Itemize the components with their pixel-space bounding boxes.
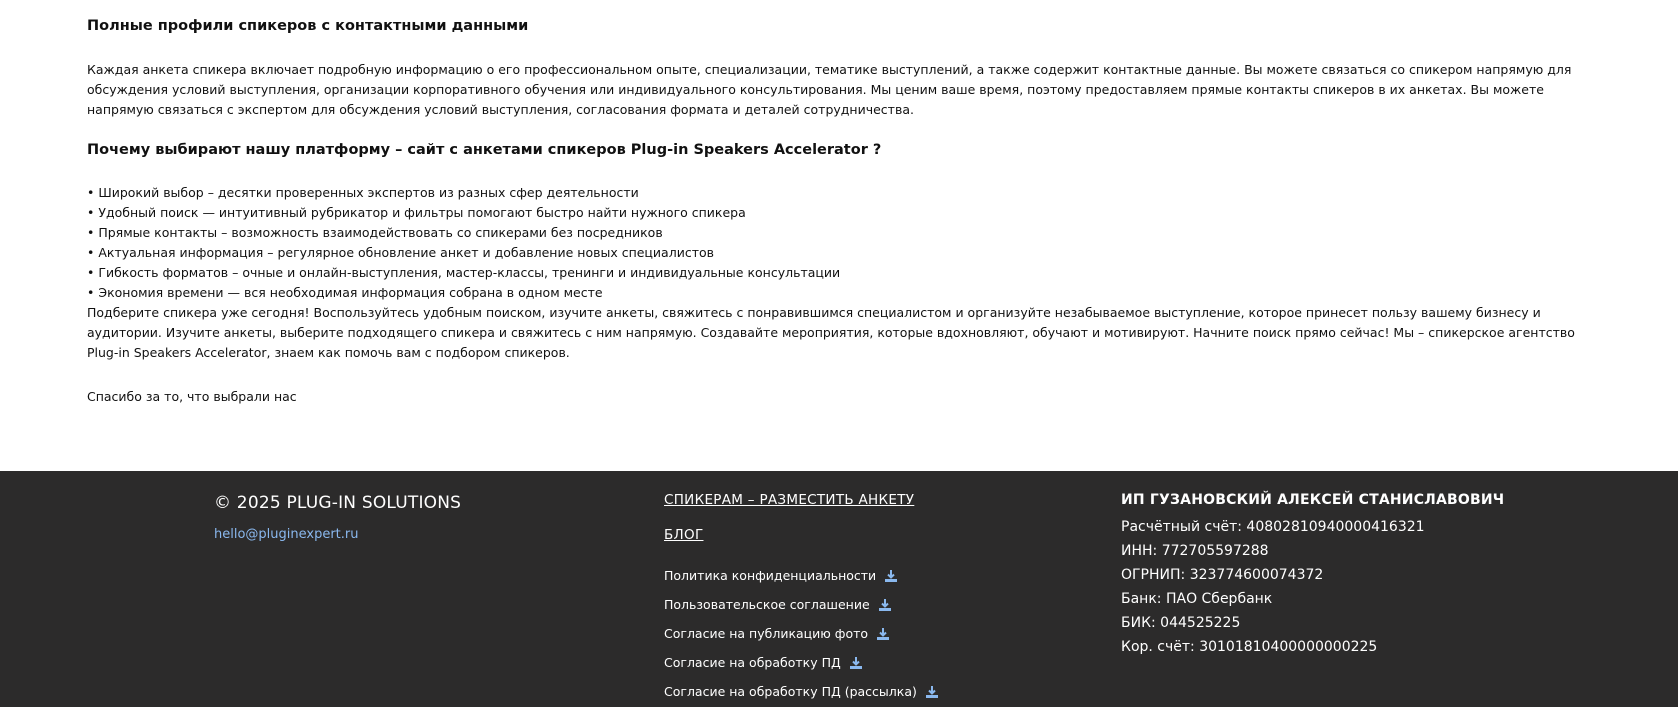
download-icon [876, 627, 890, 641]
requisite-ogrnip: ОГРНИП: 323774600074372 [1121, 567, 1324, 583]
download-icon [878, 598, 892, 612]
doc-link-terms[interactable] [664, 590, 939, 619]
doc-label: Согласие на обработку ПД (рассылка) [664, 684, 917, 699]
list-item: • Удобный поиск — интуитивный рубрикатор и фильтры помогают быстро найти нужного спикера [87, 205, 746, 220]
doc-label: Согласие на публикацию фото [664, 626, 869, 641]
list-item: • Экономия времени — вся необходимая информация собрана в одном месте [87, 285, 603, 300]
heading-profiles: Полные профили спикеров с контактными данными [87, 18, 529, 34]
download-icon [849, 656, 863, 670]
requisite-inn: ИНН: 772705597288 [1121, 543, 1269, 559]
doc-link-pd-mailing-consent[interactable] [664, 677, 939, 706]
requisite-corr-account: Кор. счёт: 30101810400000000225 [1121, 639, 1378, 655]
requisite-account: Расчётный счёт: 40802810940000416321 [1121, 519, 1425, 535]
download-icon [884, 569, 898, 583]
requisites [1121, 491, 1504, 659]
list-item: • Прямые контакты – возможность взаимодействовать со спикерами без посредников [87, 225, 663, 240]
blog-link[interactable]: БЛОГ [664, 527, 704, 543]
requisite-bik: БИК: 044525225 [1121, 615, 1241, 631]
paragraph-cta: Подберите спикера уже сегодня! Воспользуйтесь удобным поиском, изучите анкеты, свяжитесь с понравившимся специалистом и организуйте незабываемое выступление, которое принесет пользу вашему бизнесу и аудитории. Изучите анкеты, выберите подходящего спикера и свяжитесь с ним напрямую. Создавайте мероприятия, которые вдохновляют, обучают и мотивируют. Начните поиск прямо сейчас! Мы – спикерское агентство Plug-in Speakers Accelerator, знаем как помочь вам с подбором спикеров. [87, 305, 1575, 360]
doc-label: Согласие на обработку ПД [664, 655, 841, 670]
list-item: • Гибкость форматов – очные и онлайн-выступления, мастер-классы, тренинги и индивидуальные консультации [87, 265, 841, 280]
requisite-bank: Банк: ПАО Сбербанк [1121, 591, 1273, 607]
heading-why: Почему выбирают нашу платформу – сайт с анкетами спикеров Plug-in Speakers Accelerator ? [87, 142, 882, 158]
paragraph-thanks: Спасибо за то, что выбрали нас [87, 389, 297, 404]
list-item: • Актуальная информация – регулярное обновление анкет и добавление новых специалистов [87, 245, 715, 260]
requisites-title: ИП ГУЗАНОВСКИЙ АЛЕКСЕЙ СТАНИСЛАВОВИЧ [1121, 492, 1505, 508]
doc-link-pd-consent[interactable] [664, 648, 939, 677]
advantages-list [87, 183, 840, 303]
list-item: • Широкий выбор – десятки проверенных экспертов из разных сфер деятельности [87, 185, 639, 200]
footer-brand [214, 493, 461, 542]
copyright: © 2025 PLUG-IN SOLUTIONS [214, 493, 462, 513]
doc-label: Пользовательское соглашение [664, 597, 870, 612]
speakers-submit-link[interactable]: СПИКЕРАМ – РАЗМЕСТИТЬ АНКЕТУ [664, 492, 915, 508]
paragraph-profiles: Каждая анкета спикера включает подробную информацию о его профессиональном опыте, специализации, тематике выступлений, а также содержит контактные данные. Вы можете связаться со спикером напрямую для обсуждения условий выступления, организации корпоративного обучения или индивидуального консультирования. Мы ценим ваше время, поэтому предоставляем прямые контакты спикеров в их анкетах. Вы можете напрямую связаться с экспертом для обсуждения условий выступления, согласования формата и деталей сотрудничества. [87, 62, 1572, 117]
email-link[interactable]: hello@pluginexpert.ru [214, 527, 359, 542]
footer-links [664, 491, 939, 706]
download-icon [925, 685, 939, 699]
footer [0, 471, 1678, 707]
doc-link-photo-consent[interactable] [664, 619, 939, 648]
doc-link-privacy[interactable] [664, 561, 939, 590]
doc-label: Политика конфиденциальности [664, 568, 877, 583]
